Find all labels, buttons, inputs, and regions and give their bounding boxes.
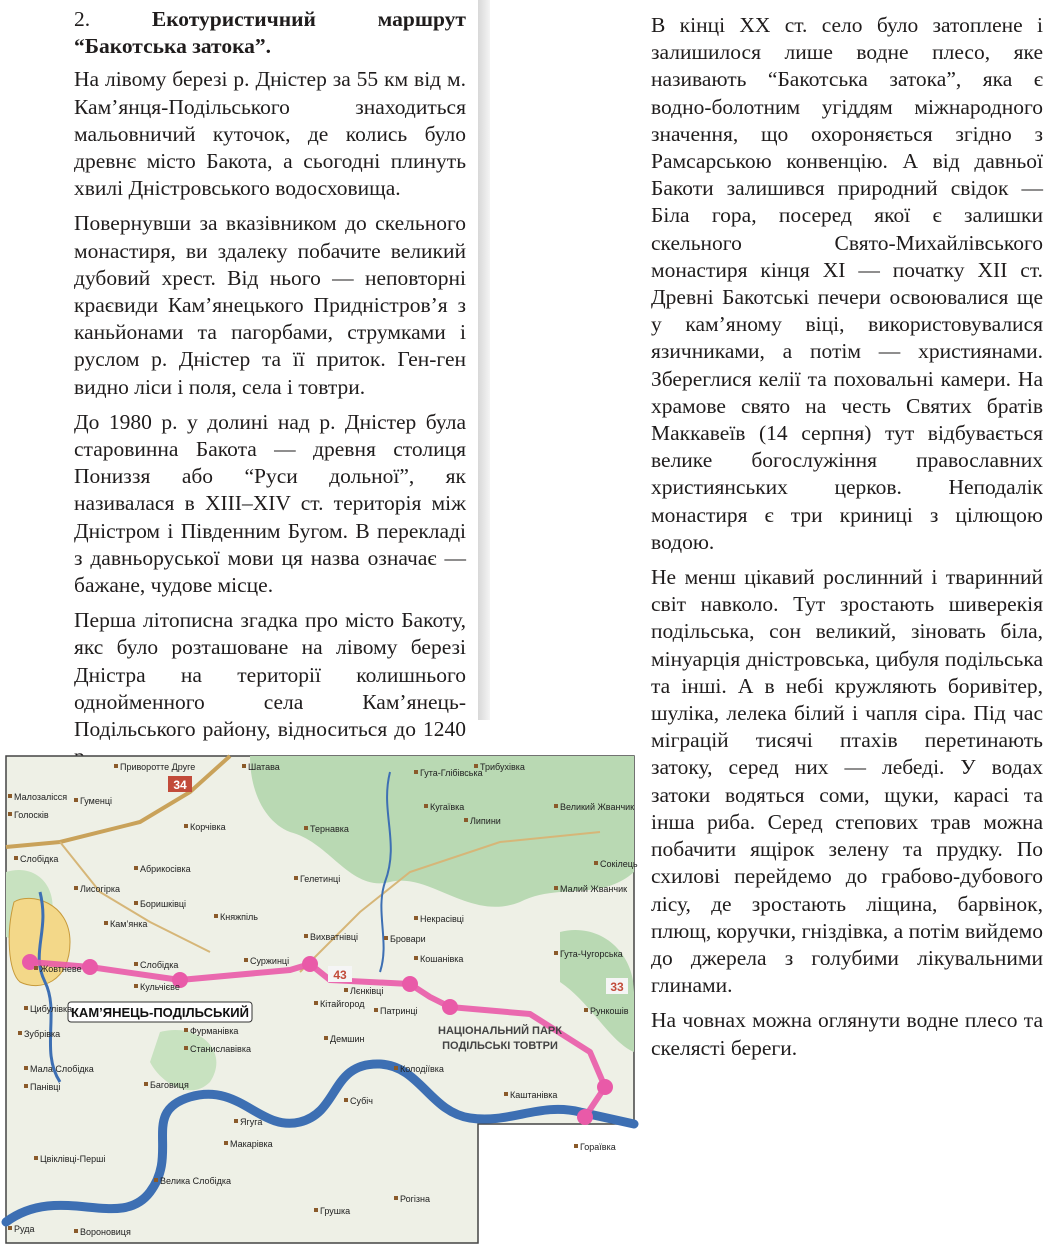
village-marker (24, 1084, 28, 1088)
village-marker (574, 1144, 578, 1148)
village-label: Мала Слобідка (30, 1064, 94, 1074)
road-number-badge (606, 978, 628, 994)
route-stop (597, 1079, 613, 1095)
right-paragraph-1: В кінці XX ст. село було затоплене і залишилося лише водне плесо, яке називають “Бакотська затока”, яка є водно-болотним угіддям міжнародного значення, що охороняється згідно з Рамсарською конвенцію. А від давньої Бакоти залишився природний свідок — Біла гора, посеред якої є залишки скельного Свято-Михайлівського монастиря кінця XI — початку XII ст. Древні Бакотські печери освоювалися ще у кам’яному віці, використовувалися язичниками, а потім — християнами. Збереглися келії та поховальні камери. На храмове свято на честь Святих братів Маккавеїв (14 серпня) тут відбувається велике богослужіння православних християнських церков. Неподалік монастиря є три криниці з цілющою водою. (651, 13, 1043, 554)
village-label: Кітайгород (320, 999, 365, 1009)
village-marker (414, 916, 418, 920)
village-marker (294, 876, 298, 880)
village-label: Вороновиця (80, 1227, 131, 1237)
route-stop (402, 976, 418, 992)
village-marker (394, 1066, 398, 1070)
village-label: Кошанівка (420, 954, 464, 964)
village-marker (74, 886, 78, 890)
village-marker (24, 1066, 28, 1070)
village-label: Велика Слобідка (160, 1176, 232, 1186)
village-label: Жовтневе (40, 964, 82, 974)
village-label: Каштанівка (510, 1090, 558, 1100)
village-marker (74, 1229, 78, 1233)
village-marker (242, 764, 246, 768)
village-label: Патринці (380, 1006, 418, 1016)
village-marker (8, 1226, 12, 1230)
village-label: Трибухівка (480, 762, 525, 772)
village-marker (554, 951, 558, 955)
village-label: Гута-Глібівська (420, 768, 483, 778)
village-marker (134, 901, 138, 905)
village-marker (554, 886, 558, 890)
village-label: Гуменці (80, 796, 112, 806)
left-column (74, 6, 466, 778)
village-label: Рункошів (590, 1006, 629, 1016)
village-label: Зубрівка (24, 1029, 61, 1039)
village-label: Боришківці (140, 899, 187, 909)
road-number-badge (168, 776, 192, 792)
village-marker (584, 1008, 588, 1012)
village-label: Суржинці (250, 956, 290, 966)
village-label: Субіч (350, 1096, 373, 1106)
village-marker (104, 921, 108, 925)
village-marker (184, 824, 188, 828)
village-label: Кугаївка (430, 802, 465, 812)
village-label: Фурманівка (190, 1026, 239, 1036)
village-label: Лєнківці (350, 986, 384, 996)
village-label: Лисогірка (80, 884, 120, 894)
village-label: Голосків (14, 810, 49, 820)
village-marker (504, 1092, 508, 1096)
right-paragraph-2: Не менш цікавий рослинний і тваринний світ навколо. Тут зростають шиверекія подільська, сон великий, зіновать біла, мінуарція дністровська, цибуля подільська та інші. А в небі кружляють боривітер, шуліка, лелека білий і чапля сіра. Під час міграцій тисячі птахів перетинають затоку, серед них — лебеді. У водах затоки водяться соми, щуки, карасі та інша риба. Серед степових трав можна побачити ящірок зелену та прудку. По схилові перейдемо до грабово-дубового лісу, де зростають ліщина, барвінок, плющ, коручки, гніздівка, а потім вийдемо до джерела з голубими лікувальними глинами. (651, 565, 1043, 998)
village-label: Гелетинці (300, 874, 341, 884)
village-label: Колодіївка (400, 1064, 444, 1074)
village-label: Грушка (320, 1206, 351, 1216)
village-label: Малозалісся (14, 792, 68, 802)
village-marker (374, 1008, 378, 1012)
village-marker (344, 988, 348, 992)
village-marker (464, 818, 468, 822)
village-marker (474, 764, 478, 768)
village-marker (134, 866, 138, 870)
village-label: Сокілець (600, 859, 638, 869)
village-marker (394, 1196, 398, 1200)
village-label: Корчівка (190, 822, 226, 832)
village-label: Ягуга (240, 1117, 263, 1127)
svg-text:33: 33 (610, 980, 624, 994)
village-label: Приворотте Друге (120, 762, 196, 772)
village-label: Тернавка (310, 824, 349, 834)
left-paragraph-1: На лівому березі р. Дністер за 55 км від м. Кам’янця-Подільського знаходиться мальовничий куточок, де колись було древнє місто Бакота, а сьогодні плинуть хвилі Дністровського водосховища. (74, 67, 466, 201)
heading-number: 2. (74, 7, 91, 31)
page-gutter-shadow (478, 0, 490, 720)
heading-title: Екотуристичний маршрут “Бакотська затока”. (74, 7, 466, 59)
village-marker (414, 770, 418, 774)
village-label: Демшин (330, 1034, 365, 1044)
village-marker (314, 1208, 318, 1212)
village-label: Макарівка (230, 1139, 273, 1149)
village-label: Шатава (248, 762, 280, 772)
village-marker (324, 1036, 328, 1040)
village-label: Гута-Чугорська (560, 949, 623, 959)
left-paragraph-2: Повернувши за вказівником до скельного монастиря, ви здалеку побачите великий дубовий хрест. Від нього — неповторні краєвиди Кам’янецького Придністров’я з каньйонами та пагорбами, струмками і руслом р. Дністер та її приток. Ген-ген видно ліси і поля, села і товтри. (74, 211, 466, 399)
route-map (0, 752, 640, 1247)
village-marker (234, 1119, 238, 1123)
village-marker (244, 958, 248, 962)
village-marker (314, 1001, 318, 1005)
village-label: Бровари (390, 934, 426, 944)
village-label: Рогізна (400, 1194, 430, 1204)
village-label: Цвіклівці-Перші (40, 1154, 106, 1164)
route-stop (442, 999, 458, 1015)
village-marker (304, 826, 308, 830)
map-svg (0, 752, 640, 1247)
village-label: Абрикосівка (140, 864, 191, 874)
village-label: Гораївка (580, 1142, 616, 1152)
village-label: Станиславівка (190, 1044, 251, 1054)
village-label: Липини (470, 816, 501, 826)
village-marker (594, 861, 598, 865)
route-stop (577, 1109, 593, 1125)
village-marker (344, 1098, 348, 1102)
svg-text:34: 34 (173, 778, 187, 792)
village-label: Слобідка (140, 960, 179, 970)
village-marker (18, 1031, 22, 1035)
village-marker (214, 914, 218, 918)
village-label: Руда (14, 1224, 35, 1234)
village-marker (184, 1046, 188, 1050)
village-marker (134, 984, 138, 988)
village-label: Некрасівці (420, 914, 464, 924)
village-label: Слобідка (20, 854, 59, 864)
village-label: Малий Жванчик (560, 884, 628, 894)
left-paragraph-3: До 1980 р. у долині над р. Дністер була старовинна Бакота — древня столиця Пониззя або “Руси дольної”, як називалася в XIII–XIV ст. територія між Дністром і Південним Бугом. В перекладі з давньоруської мови ця назва означає — бажане, чудове місце. (74, 409, 466, 598)
village-marker (154, 1178, 158, 1182)
park-label-line2: ПОДІЛЬСЬКІ ТОВТРИ (442, 1040, 558, 1052)
village-marker (114, 764, 118, 768)
village-label: Кам’янка (110, 919, 148, 929)
left-paragraph-4: Перша літописна згадка про місто Бакоту, якс було розташоване на лівому березі Дністра на території колишнього однойменного села Кам’янець-Подільського району, відноситься до 1240 (74, 608, 466, 742)
route-stop (82, 959, 98, 975)
village-label: Вихватнівці (310, 932, 359, 942)
village-marker (34, 1156, 38, 1160)
village-marker (554, 804, 558, 808)
village-marker (134, 962, 138, 966)
village-label: Цибулівка (30, 1004, 73, 1014)
village-marker (224, 1141, 228, 1145)
village-marker (424, 804, 428, 808)
route-stop (302, 956, 318, 972)
village-marker (304, 934, 308, 938)
village-label: Кульчієве (140, 982, 180, 992)
village-marker (144, 1082, 148, 1086)
village-label: Баговиця (150, 1080, 189, 1090)
right-paragraph-3: На човнах можна оглянути водне плесо та скелясті береги. (651, 1008, 1043, 1060)
svg-text:43: 43 (333, 968, 347, 982)
village-marker (8, 812, 12, 816)
village-marker (14, 856, 18, 860)
village-marker (8, 794, 12, 798)
park-label-line1: НАЦІОНАЛЬНИЙ ПАРК (438, 1025, 562, 1037)
village-label: Великий Жванчик (560, 802, 635, 812)
village-marker (24, 1006, 28, 1010)
village-marker (34, 966, 38, 970)
village-label: Княжпіль (220, 912, 258, 922)
village-marker (74, 798, 78, 802)
city-label: КАМ’ЯНЕЦЬ-ПОДІЛЬСЬКИЙ (71, 1005, 249, 1020)
village-marker (384, 936, 388, 940)
village-label: Панівці (30, 1082, 61, 1092)
village-marker (184, 1028, 188, 1032)
route-heading (74, 6, 466, 60)
village-marker (414, 956, 418, 960)
right-column (651, 12, 1043, 1070)
road-number-badge (328, 966, 352, 982)
